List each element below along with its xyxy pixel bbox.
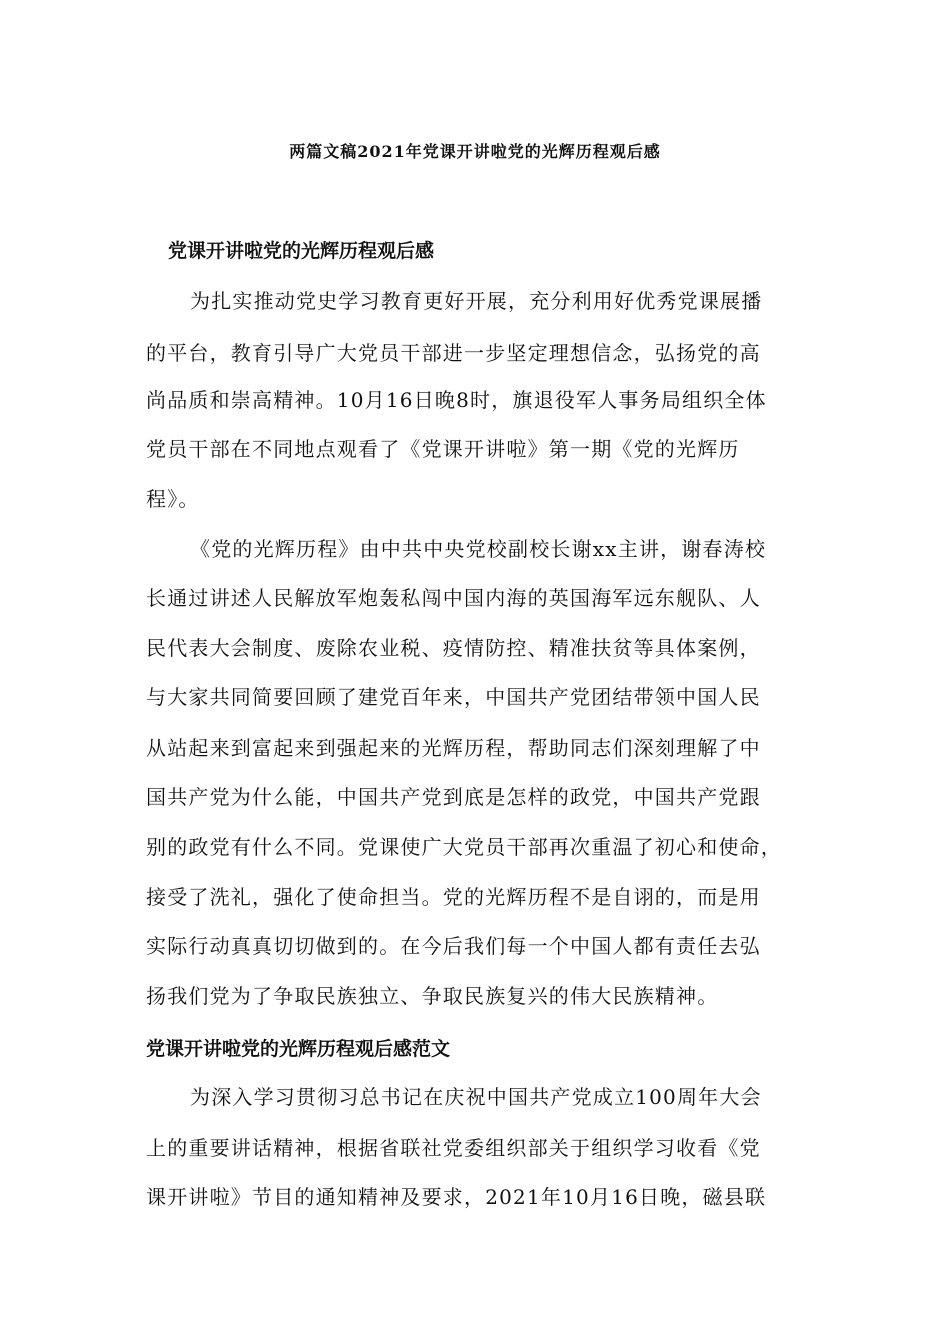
- paragraph-line: 为扎实推动党史学习教育更好开展，充分利用好优秀党课展播: [190, 289, 763, 313]
- paragraph-line: 党员干部在不同地点观看了《党课开讲啦》第一期《党的光辉历: [146, 437, 740, 461]
- section-heading: 党课开讲啦党的光辉历程观后感范文: [146, 1038, 451, 1060]
- paragraph-line: 《党的光辉历程》由中共中央党校副校长谢xx主讲，谢春涛校: [190, 537, 767, 561]
- paragraph-line: 与大家共同简要回顾了建党百年来，中国共产党团结带领中国人民: [146, 685, 761, 709]
- paragraph-line: 国共产党为什么能，中国共产党到底是怎样的政党，中国共产党跟: [146, 785, 761, 809]
- paragraph-line: 上的重要讲话精神，根据省联社党委组织部关于组织学习收看《党: [146, 1136, 761, 1160]
- paragraph-line: 为深入学习贯彻习总书记在庆祝中国共产党成立100周年大会: [190, 1085, 762, 1109]
- paragraph-line: 从站起来到富起来到强起来的光辉历程，帮助同志们深刻理解了中: [146, 736, 761, 760]
- paragraph-line: 的平台，教育引导广大党员干部进一步坚定理想信念，弘扬党的高: [146, 341, 761, 365]
- paragraph-line: 民代表大会制度、废除农业税、疫情防控、精准扶贫等具体案例，: [146, 636, 761, 660]
- section-heading: 党课开讲啦党的光辉历程观后感: [168, 240, 435, 262]
- paragraph-line: 扬我们党为了争取民族独立、争取民族复兴的伟大民族精神。: [146, 984, 719, 1008]
- paragraph-line: 程》。: [146, 487, 200, 511]
- paragraph-line: 课开讲啦》节目的通知精神及要求，2021年10月16日晚，磁县联: [146, 1185, 767, 1209]
- paragraph-line: 实际行动真真切切做到的。在今后我们每一个中国人都有责任去弘: [146, 934, 761, 958]
- paragraph-line: 长通过讲述人民解放军炮轰私闯中国内海的英国海军远东舰队、人: [146, 586, 761, 610]
- paragraph-line: 尚品质和崇高精神。10月16日晚8时，旗退役军人事务局组织全体: [146, 388, 767, 412]
- document-title: 两篇文稿2021年党课开讲啦党的光辉历程观后感: [289, 142, 661, 161]
- paragraph-line: 接受了洗礼，强化了使命担当。党的光辉历程不是自诩的，而是用: [146, 885, 761, 909]
- paragraph-line: 别的政党有什么不同。党课使广大党员干部再次重温了初心和使命，: [146, 835, 782, 859]
